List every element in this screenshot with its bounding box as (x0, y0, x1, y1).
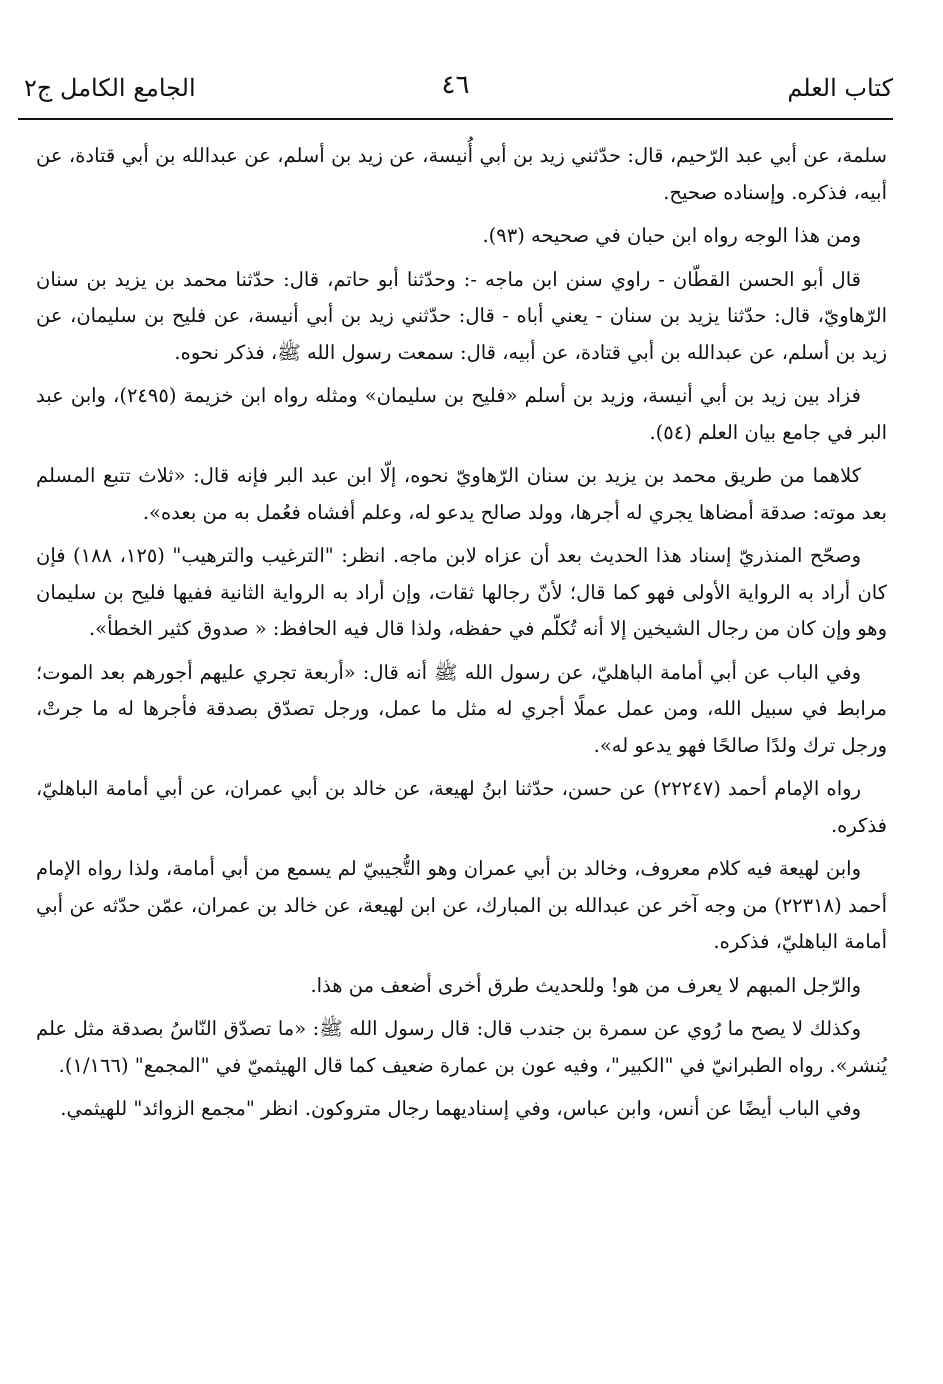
paragraph: ومن هذا الوجه رواه ابن حبان في صحيحه (٩٣). (482, 224, 861, 247)
paragraph: قال أبو الحسن القطّان - راوي سنن ابن ماجه -: وحدّثنا أبو حاتم، قال: حدّثنا محمد بن يزيد بن سنان الرّهاويّ، قال: حدّثنا يزيد بن سنان - يعني أباه - قال: حدّثني زيد بن أبي أنيسة، عن فليح بن سليمان، عن زيد بن أسلم، عن عبدالله بن أبي قتادة، عن أبيه، قال: سمعت رسول الله ﷺ، فذكر نحوه. (36, 267, 887, 364)
paragraph: وفي الباب عن أبي أمامة الباهليّ، عن رسول الله ﷺ أنه قال: «أربعة تجري عليهم أجورهم بعد الموت؛ مرابط في سبيل الله، ومن عمل عملًا أجري له مثل ما عمل، ورجل تصدّق بصدقة فأجرها له ما جرتْ، ورجل ترك ولدًا صالحًا فهو يدعو له». (36, 660, 887, 757)
paragraph: وصحّح المنذريّ إسناد هذا الحديث بعد أن عزاه لابن ماجه. انظر: "الترغيب والترهيب" (١٢٥، ١٨٨) فإن كان أراد به الرواية الأولى فهو كما قال؛ لأنّ رجالها ثقات، وإن أراد به الرواية الثانية ففيها فليح بن سليمان وهو وإن كان من رجال الشيخين إلا أنه تُكلّم في حفظه، ولذا قال فيه الحافظ: « صدوق كثير الخطأ». (36, 544, 887, 640)
paragraph: وابن لهيعة فيه كلام معروف، وخالد بن أبي عمران وهو التُّجيبيّ لم يسمع من أبي أمامة، ولذا رواه الإمام أحمد (٢٢٣١٨) من وجه آخر عن عبدالله بن المبارك، عن ابن لهيعة، عن خالد بن عمران، عمّن حدّثه عن أبي أمامة الباهليّ، فذكره. (36, 857, 888, 953)
paragraph: فزاد بين زيد بن أبي أنيسة، وزيد بن أسلم «فليح بن سليمان» ومثله رواه ابن خزيمة (٢٤٩٥)، وابن عبد البر في جامع بيان العلم (٥٤). (36, 384, 887, 444)
volume-title: الجامع الكامل ج٢ (24, 74, 196, 102)
book-title: كتاب العلم (787, 74, 893, 102)
paragraph: رواه الإمام أحمد (٢٢٢٤٧) عن حسن، حدّثنا ابنُ لهيعة، عن خالد بن أبي عمران، عن أبي أمامة الباهليّ، فذكره. (36, 777, 887, 837)
page-number: ٤٦ (441, 70, 470, 100)
body-text (36, 138, 887, 1135)
header-rule (18, 118, 893, 120)
paragraph: كلاهما من طريق محمد بن يزيد بن سنان الرّهاويّ نحوه، إلّا ابن عبد البر فإنه قال: «ثلاث تتبع المسلم بعد موته: صدقة أمضاها يجري له أجرها، وولد صالح يدعو له، وعلم أفشاه فعُمل به من بعده». (36, 464, 887, 524)
paragraph: سلمة، عن أبي عبد الرّحيم، قال: حدّثني زيد بن أبي أُنيسة، عن زيد بن أسلم، عن عبدالله بن أبي قتادة، عن أبيه، فذكره. وإسناده صحيح. (36, 144, 887, 204)
paragraph: والرّجل المبهم لا يعرف من هو! وللحديث طرق أخرى أضعف من هذا. (310, 973, 861, 997)
page-header (18, 66, 893, 106)
paragraph: وكذلك لا يصح ما رُوي عن سمرة بن جندب قال: قال رسول الله ﷺ: «ما تصدّق النّاسُ بصدقة مثل علم يُنشر». رواه الطبرانيّ في "الكبير"، وفيه عون بن عمارة ضعيف كما قال الهيثميّ في "المجمع" (١/١٦٦). (36, 1017, 887, 1077)
paragraph: وفي الباب أيضًا عن أنس، وابن عباس، وفي إسناديهما رجال متروكون. انظر "مجمع الزوائد" للهيثمي. (60, 1097, 861, 1120)
